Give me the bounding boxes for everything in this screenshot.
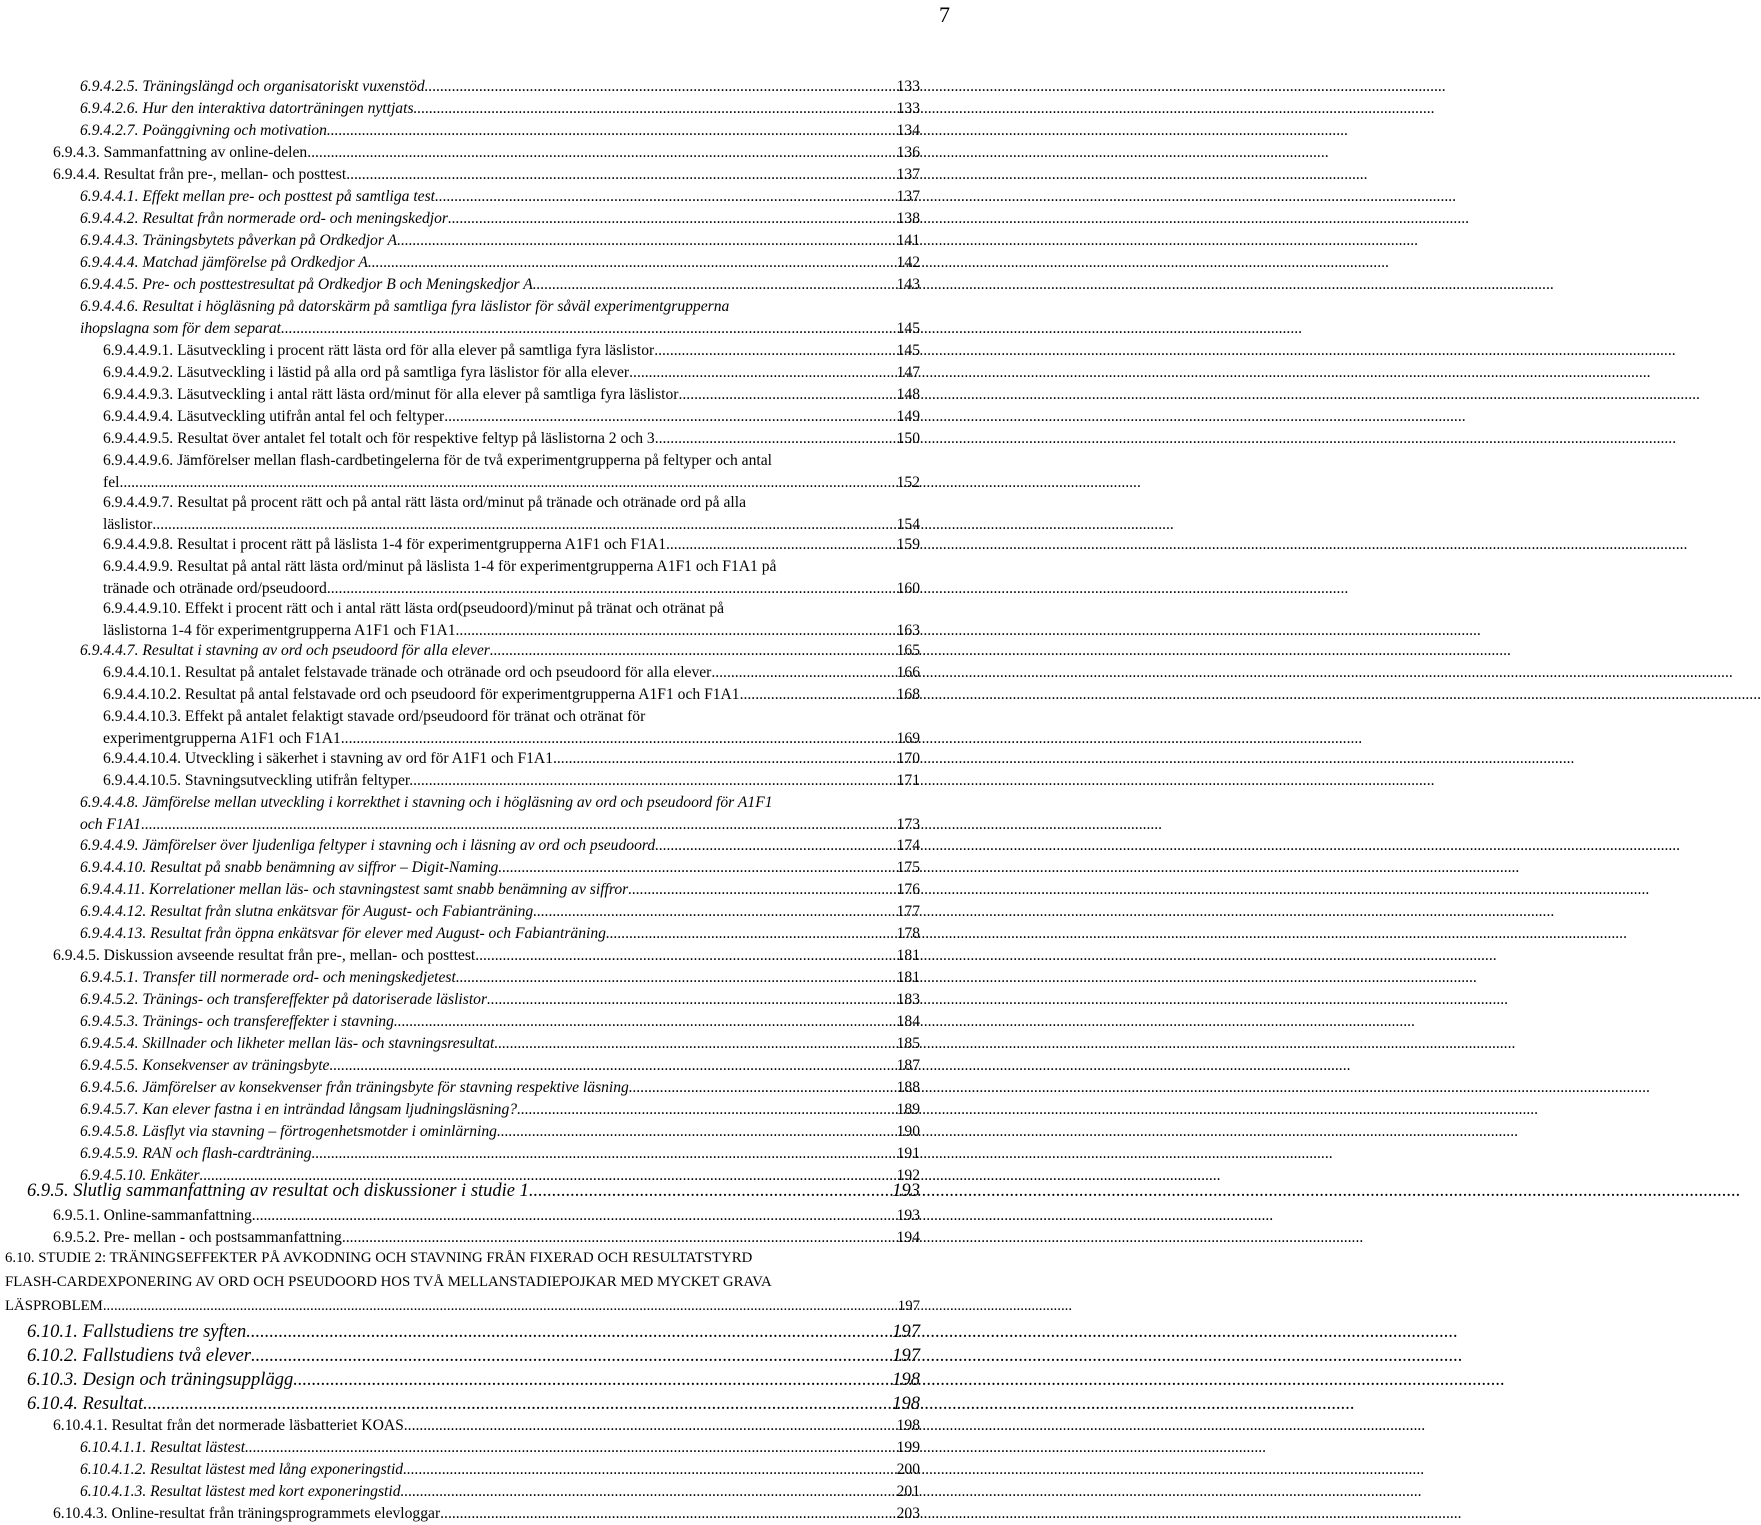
toc-entry[interactable]	[27, 1392, 920, 1416]
toc-page-number: 136	[896, 144, 920, 161]
toc-page-number: 150	[896, 430, 920, 447]
toc-page-number: 177	[896, 903, 920, 920]
toc-dot-leader	[475, 945, 896, 967]
toc-entry[interactable]	[80, 186, 920, 208]
toc-entry-title: 6.9.4.5.5. Konsekvenser av träningsbyte	[80, 1057, 330, 1074]
page-number: 7	[939, 2, 950, 27]
toc-dot-leader	[245, 1437, 897, 1459]
toc-entry[interactable]	[27, 1179, 920, 1203]
toc-dot-leader	[119, 472, 896, 494]
toc-page-number: 147	[896, 364, 920, 381]
toc-page-number: 198	[892, 1394, 920, 1414]
toc-entry[interactable]	[103, 406, 920, 428]
toc-page-number: 143	[896, 276, 920, 293]
toc-dot-leader	[440, 1503, 896, 1525]
toc-dot-leader	[425, 76, 897, 98]
toc-entry-title: 6.9.4.5.10. Enkäter	[80, 1167, 200, 1184]
toc-entry[interactable]	[27, 1320, 920, 1344]
toc-page-number: 145	[896, 319, 920, 337]
toc-dot-leader	[143, 1392, 892, 1416]
toc-entry[interactable]	[80, 1033, 920, 1055]
toc-page-number: 145	[896, 342, 920, 359]
toc-dot-leader	[401, 1481, 897, 1503]
toc-entry-title: 6.9.4.5.9. RAN och flash-cardträning	[80, 1145, 312, 1162]
toc-entry[interactable]	[103, 748, 920, 770]
toc-entry-title: 6.9.4.5.7. Kan elever fastna i en inträndad långsam ljudningsläsning?	[80, 1101, 518, 1118]
toc-entry[interactable]	[80, 857, 920, 879]
toc-page-number: 163	[896, 621, 920, 639]
toc-entry-title: 6.9.4.4.6. Resultat i högläsning på datorskärm på samtliga fyra läslistor för såväl experimentgrupperna	[80, 298, 730, 315]
toc-dot-leader	[341, 728, 897, 750]
toc-entry-title: 6.10.4.1.1. Resultat lästest	[80, 1439, 246, 1456]
toc-page-number: 169	[896, 729, 920, 747]
toc-dot-leader	[246, 1320, 892, 1344]
toc-page-number: 133	[896, 100, 920, 117]
toc-dot-leader	[628, 879, 896, 901]
toc-entry-title: 6.9.4.4.10.5. Stavningsutveckling utifrån feltyper.	[103, 772, 414, 789]
toc-page-number: 201	[896, 1483, 920, 1500]
toc-dot-leader	[456, 967, 897, 989]
toc-page-number: 137	[896, 188, 920, 205]
toc-dot-leader	[655, 428, 897, 450]
toc-entry-title-continuation: LÄSPROBLEM	[5, 1298, 103, 1314]
toc-entry-title: 6.9.4.4.9.1. Läsutveckling i procent rätt lästa ord för alla elever på samtliga fyra läslistor	[103, 342, 655, 359]
toc-entry[interactable]	[103, 534, 920, 556]
toc-page-number: 187	[896, 1057, 920, 1074]
toc-entry-title: 6.9.4.2.6. Hur den interaktiva datorträningen nyttjats	[80, 100, 414, 117]
toc-dot-leader	[629, 362, 896, 384]
toc-entry-title: 6.10.4.1. Resultat från det normerade läsbatteriet KOAS	[53, 1417, 404, 1434]
toc-entry-title-continuation: experimentgrupperna A1F1 och F1A1	[103, 729, 341, 747]
toc-page-number: 141	[896, 232, 920, 249]
toc-entry-title: 6.9.5.1. Online-sammanfattning	[53, 1207, 252, 1224]
toc-entry[interactable]	[80, 792, 920, 836]
toc-entry-title: 6.9.4.4.10.3. Effekt på antalet felaktigt stavade ord/pseudoord för tränat och otränat för	[103, 708, 646, 725]
toc-entry-title: 6.10.1. Fallstudiens tre syften	[27, 1322, 247, 1342]
toc-dot-leader	[448, 208, 897, 230]
toc-entry-title: 6.9.4.5.6. Jämförelser av konsekvenser från träningsbyte för stavning respektive läsning	[80, 1079, 629, 1096]
toc-dot-leader	[497, 1121, 897, 1143]
toc-page-number: 137	[896, 166, 920, 183]
toc-entry-title: 6.9.4.4.1. Effekt mellan pre- och posttest på samtliga test	[80, 188, 436, 205]
toc-entry[interactable]	[103, 340, 920, 362]
toc-entry[interactable]	[53, 945, 920, 967]
toc-entry[interactable]	[80, 296, 920, 340]
toc-page-number: 200	[896, 1461, 920, 1478]
toc-page-number: 149	[896, 408, 920, 425]
toc-page-number: 176	[896, 881, 920, 898]
toc-entry[interactable]	[80, 1055, 920, 1077]
toc-entry[interactable]	[80, 1143, 920, 1165]
toc-entry-title: 6.9.4.4.9.4. Läsutveckling utifrån antal fel och feltyper	[103, 408, 445, 425]
toc-dot-leader	[252, 1205, 897, 1227]
toc-entry[interactable]	[103, 492, 920, 536]
toc-entry[interactable]	[80, 967, 920, 989]
toc-page-number: 183	[896, 991, 920, 1008]
toc-entry[interactable]	[53, 1205, 920, 1227]
toc-entry-title: 6.9.4.4.9.7. Resultat på procent rätt och på antal rätt lästa ord/minut på tränade och otränade ord på alla	[103, 494, 747, 511]
toc-dot-leader	[141, 814, 897, 836]
toc-entry[interactable]	[80, 1481, 920, 1503]
toc-entry[interactable]	[80, 989, 920, 1011]
toc-entry[interactable]	[53, 142, 920, 164]
toc-dot-leader	[517, 1099, 897, 1121]
toc-dot-leader	[533, 901, 896, 923]
toc-page-number: 154	[896, 515, 920, 533]
toc-entry[interactable]	[5, 1246, 920, 1318]
toc-page-number: 198	[896, 1417, 920, 1434]
toc-entry-title: 6.9.4.3. Sammanfattning av online-delen	[53, 144, 308, 161]
toc-entry-title-continuation: FLASH-CARDEXPONERING AV ORD OCH PSEUDOORD HOS TVÅ MELLANSTADIEPOJKAR MED MYCKET GRAVA	[5, 1274, 772, 1290]
toc-dot-leader	[327, 120, 897, 142]
toc-page-number: 184	[896, 1013, 920, 1030]
toc-entry[interactable]	[80, 1437, 920, 1459]
toc-entry[interactable]	[103, 428, 920, 450]
toc-page-number: 168	[896, 686, 920, 703]
toc-dot-leader	[459, 620, 896, 642]
toc-entry-title: 6.9.4.5.4. Skillnader och likheter mellan läs- och stavningsresultat	[80, 1035, 495, 1052]
toc-entry[interactable]	[103, 684, 920, 706]
toc-entry-title: 6.9.4.4.3. Träningsbytets påverkan på Ordkedjor A	[80, 232, 398, 249]
toc-entry-title: 6.9.4.4.13. Resultat från öppna enkätsvar för elever med August- och Fabianträning	[80, 925, 606, 942]
toc-page-number: 173	[896, 815, 920, 833]
toc-page-number: 152	[896, 473, 920, 491]
toc-entry-title: 6.9.4.4.4. Matchad jämförelse på Ordkedjor A	[80, 254, 368, 271]
toc-dot-leader	[281, 318, 897, 340]
toc-entry[interactable]	[53, 1503, 920, 1525]
toc-dot-leader	[666, 534, 897, 556]
toc-dot-leader	[629, 1077, 897, 1099]
toc-entry[interactable]	[80, 208, 920, 230]
toc-entry-title: 6.9.4.5.8. Läsflyt via stavning – förtrogenhetsmotder i ominlärning	[80, 1123, 497, 1140]
toc-dot-leader	[293, 1368, 892, 1392]
toc-entry[interactable]	[80, 1121, 920, 1143]
toc-entry-title: 6.9.4.4.9.10. Effekt i procent rätt och i antal rätt lästa ord(pseudoord)/minut på tränat och otränat på	[103, 600, 725, 617]
toc-dot-leader	[394, 1011, 897, 1033]
toc-dot-leader	[307, 142, 896, 164]
toc-entry[interactable]	[80, 1459, 920, 1481]
toc-entry-title: 6.9.4.4.9.3. Läsutveckling i antal rätt lästa ord/minut för alla elever på samtliga fyra läslistor	[103, 386, 679, 403]
toc-entry[interactable]	[103, 384, 920, 406]
toc-page-number: 188	[896, 1079, 920, 1096]
toc-entry-title: 6.9.4.4.10. Resultat på snabb benämning av siffror – Digit-Naming	[80, 859, 499, 876]
toc-page-number: 171	[896, 772, 920, 789]
toc-entry[interactable]	[27, 1368, 920, 1392]
toc-entry-title: 6.10.4. Resultat	[27, 1394, 144, 1414]
toc-entry[interactable]	[80, 1077, 920, 1099]
toc-entry[interactable]	[80, 76, 920, 98]
toc-dot-leader	[312, 1143, 897, 1165]
toc-page-number: 160	[896, 579, 920, 597]
toc-dot-leader	[152, 514, 896, 536]
toc-entry-title: 6.9.4.5.3. Tränings- och transfereffekter i stavning	[80, 1013, 394, 1030]
toc-entry-title: 6.9.4.5.1. Transfer till normerade ord- och meningskedjetest	[80, 969, 456, 986]
toc-entry[interactable]	[53, 1415, 920, 1437]
toc-page-number: 192	[896, 1167, 920, 1184]
toc-entry-title: 6.9.4.4.9.6. Jämförelser mellan flash-cardbetingelerna för de två experimentgrupperna på feltyper och antal	[103, 452, 772, 469]
toc-page-number: 170	[896, 750, 920, 767]
toc-entry[interactable]	[80, 835, 920, 857]
toc-entry-title: 6.10.4.1.3. Resultat lästest med kort exponeringstid	[80, 1483, 401, 1500]
toc-entry[interactable]	[80, 1099, 920, 1121]
toc-entry-title-continuation: och F1A1	[80, 815, 142, 833]
toc-dot-leader	[679, 384, 897, 406]
toc-page-number: 175	[896, 859, 920, 876]
toc-entry[interactable]	[80, 640, 920, 662]
toc-page-number: 203	[896, 1505, 920, 1522]
toc-dot-leader	[498, 857, 896, 879]
toc-entry[interactable]	[103, 662, 920, 684]
toc-entry[interactable]	[80, 879, 920, 901]
toc-dot-leader	[606, 923, 897, 945]
toc-entry-title: 6.10.2. Fallstudiens två elever	[27, 1346, 252, 1366]
toc-page-number: 197	[892, 1346, 920, 1366]
toc-page-number: 181	[896, 969, 920, 986]
toc-dot-leader	[711, 662, 896, 684]
toc-dot-leader	[329, 1055, 896, 1077]
toc-dot-leader	[533, 274, 897, 296]
toc-page-number: 185	[896, 1035, 920, 1052]
toc-page-number: 181	[896, 947, 920, 964]
toc-entry-title: 6.9.4.4.11. Korrelationer mellan läs- och stavningstest samt snabb benämning av siffror	[80, 881, 629, 898]
toc-entry[interactable]	[80, 98, 920, 120]
toc-dot-leader	[654, 340, 896, 362]
toc-entry-title: 6.9.4.4.7. Resultat i stavning av ord och pseudoord för alla elever	[80, 642, 490, 659]
toc-entry[interactable]	[103, 450, 920, 494]
toc-dot-leader	[553, 748, 897, 770]
toc-entry-title: 6.9.4.4.12. Resultat från slutna enkätsvar för August- och Fabianträning	[80, 903, 534, 920]
toc-page-number: 197	[892, 1322, 920, 1342]
toc-entry[interactable]	[80, 274, 920, 296]
toc-page-number: 198	[892, 1370, 920, 1390]
toc-entry-title: 6.9.4.4.10.4. Utveckling i säkerhet i stavning av ord för A1F1 och F1A1	[103, 750, 553, 767]
toc-entry-title: 6.9.4.4.9. Jämförelser över ljudenliga feltyper i stavning och i läsning av ord och pseudoord.	[80, 837, 660, 854]
toc-entry-title: 6.9.4.2.7. Poänggivning och motivation	[80, 122, 327, 139]
toc-page-number: 197	[897, 1298, 920, 1314]
toc-entry-title: 6.9.4.4.9.9. Resultat på antal rätt lästa ord/minut på läslista 1-4 för experimentgrupperna A1F1 och F1A1 på	[103, 558, 777, 575]
toc-page-number: 191	[896, 1145, 920, 1162]
toc-dot-leader	[494, 1033, 896, 1055]
toc-page-number: 178	[896, 925, 920, 942]
toc-entry-title-continuation: läslistorna 1-4 för experimentgrupperna A1F1 och F1A1.	[103, 621, 460, 639]
toc-dot-leader	[659, 835, 897, 857]
toc-page-number: 166	[896, 664, 920, 681]
toc-dot-leader	[251, 1344, 892, 1368]
toc-entry-title: 6.9.4.4.9.8. Resultat i procent rätt på läslista 1-4 för experimentgrupperna A1F1 och F1A1	[103, 536, 666, 553]
toc-entry-title-continuation: ihopslagna som för dem separat	[80, 319, 281, 337]
toc-entry[interactable]	[103, 362, 920, 384]
toc-entry[interactable]	[103, 770, 920, 792]
toc-page-number: 199	[896, 1439, 920, 1456]
toc-entry-title: 6.9.4.4.10.2. Resultat på antal felstavade ord och pseudoord för experimentgrupperna A1F1 och F1A1	[103, 686, 740, 703]
toc-entry-title: 6.9.4.4.9.5. Resultat över antalet fel totalt och för respektive feltyp på läslistorna 2 och 3	[103, 430, 655, 447]
toc-page-number: 193	[892, 1181, 920, 1201]
toc-entry[interactable]	[103, 556, 920, 600]
toc-dot-leader	[346, 164, 896, 186]
toc-dot-leader	[397, 230, 897, 252]
toc-entry[interactable]	[53, 164, 920, 186]
toc-dot-leader	[327, 578, 897, 600]
toc-entry-title: 6.10. STUDIE 2: TRÄNINGSEFFEKTER PÅ AVKODNING OCH STAVNING FRÅN FIXERAD OCH RESULTATSTYRD	[5, 1250, 753, 1266]
toc-dot-leader	[444, 406, 896, 428]
toc-entry-title: 6.9.4.5. Diskussion avseende resultat från pre-, mellan- och posttest	[53, 947, 476, 964]
toc-page-number: 194	[896, 1229, 920, 1246]
toc-entry-title: 6.10.3. Design och träningsupplägg	[27, 1370, 294, 1390]
toc-entry-title-continuation: tränade och otränade ord/pseudoord	[103, 579, 327, 597]
toc-entry-title: 6.9.5. Slutlig sammanfattning av resultat och diskussioner i studie 1	[27, 1181, 529, 1201]
toc-entry-title: 6.10.4.3. Online-resultat från träningsprogrammets elevloggar	[53, 1505, 441, 1522]
toc-entry[interactable]	[80, 230, 920, 252]
toc-entry-title: 6.9.4.4.2. Resultat från normerade ord- och meningskedjor	[80, 210, 448, 227]
toc-entry-title: 6.9.4.4.5. Pre- och posttestresultat på Ordkedjor B och Meningskedjor A	[80, 276, 533, 293]
toc-entry[interactable]	[80, 901, 920, 923]
toc-dot-leader	[529, 1179, 892, 1203]
toc-entry[interactable]	[27, 1344, 920, 1368]
toc-dot-leader	[368, 252, 897, 274]
toc-page-number: 165	[896, 642, 920, 659]
toc-entry[interactable]	[80, 252, 920, 274]
toc-page-number: 190	[896, 1123, 920, 1140]
toc-page-number: 134	[896, 122, 920, 139]
toc-dot-leader	[740, 684, 897, 706]
toc-entry-title: 6.9.4.4. Resultat från pre-, mellan- och posttest	[53, 166, 347, 183]
toc-entry[interactable]	[103, 706, 920, 750]
toc-dot-leader	[103, 1294, 898, 1318]
toc-dot-leader	[403, 1459, 897, 1481]
toc-page-number: 133	[896, 78, 920, 95]
toc-dot-leader	[435, 186, 897, 208]
toc-page-number: 138	[896, 210, 920, 227]
toc-entry[interactable]	[80, 923, 920, 945]
toc-page-number: 193	[896, 1207, 920, 1224]
toc-entry-title: 6.9.4.4.10.1. Resultat på antalet felstavade tränade och otränade ord och pseudoord för alla elever	[103, 664, 712, 681]
toc-dot-leader	[404, 1415, 897, 1437]
toc-entry[interactable]	[80, 1011, 920, 1033]
toc-dot-leader	[413, 770, 897, 792]
toc-page-number: 148	[896, 386, 920, 403]
toc-entry[interactable]	[103, 598, 920, 642]
toc-entry-title-continuation: fel	[103, 473, 120, 491]
toc-page-number: 159	[896, 536, 920, 553]
toc-dot-leader	[487, 989, 897, 1011]
toc-dot-leader	[414, 98, 897, 120]
toc-entry-title: 6.9.4.4.8. Jämförelse mellan utveckling i korrekthet i stavning och i högläsning av ord och pseudoord för A1F1	[80, 794, 773, 811]
toc-entry-title-continuation: läslistor	[103, 515, 153, 533]
toc-entry-title: 6.10.4.1.2. Resultat lästest med lång exponeringstid	[80, 1461, 404, 1478]
toc-entry-title: 6.9.4.5.2. Tränings- och transfereffekter på datoriserade läslistor	[80, 991, 488, 1008]
toc-page-number: 142	[896, 254, 920, 271]
toc-page-number: 189	[896, 1101, 920, 1118]
toc-entry-title: 6.9.5.2. Pre- mellan - och postsammanfattning	[53, 1229, 342, 1246]
toc-entry-title: 6.9.4.2.5. Träningslängd och organisatoriskt vuxenstöd	[80, 78, 425, 95]
toc-page-number: 174	[896, 837, 920, 854]
toc-dot-leader	[490, 640, 897, 662]
toc-entry[interactable]	[80, 120, 920, 142]
toc-entry-title: 6.9.4.4.9.2. Läsutveckling i lästid på alla ord på samtliga fyra läslistor för alla elever	[103, 364, 630, 381]
